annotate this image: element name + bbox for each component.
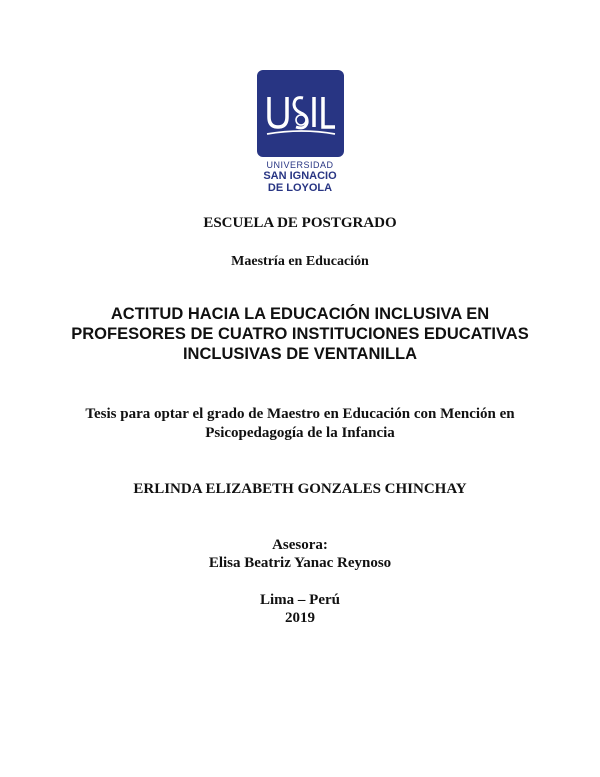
author-name: ERLINDA ELIZABETH GONZALES CHINCHAY	[133, 481, 467, 497]
advisor-label: Asesora:	[272, 537, 328, 553]
year: 2019	[285, 610, 315, 626]
thesis-statement: Tesis para optar el grado de Maestro en Educación con Mención en Psicopedagogía de la Infancia	[85, 406, 515, 441]
university-line-3: DE LOYOLA	[267, 182, 333, 194]
usil-logo-mark	[257, 70, 344, 157]
university-line-1: UNIVERSIDAD	[266, 160, 334, 170]
place: Lima – Perú	[260, 592, 340, 608]
thesis-title: ACTITUD HACIA LA EDUCACIÓN INCLUSIVA EN PROFESORES DE CUATRO INSTITUCIONES EDUCATIVAS INCLUSIVAS DE VENTANILLA	[71, 305, 529, 363]
program-name: Maestría en Educación	[231, 254, 369, 269]
university-line-2: SAN IGNACIO	[263, 170, 337, 182]
advisor-name: Elisa Beatriz Yanac Reynoso	[208, 555, 392, 571]
usil-logo	[257, 70, 344, 157]
school-name: ESCUELA DE POSTGRADO	[203, 215, 397, 231]
